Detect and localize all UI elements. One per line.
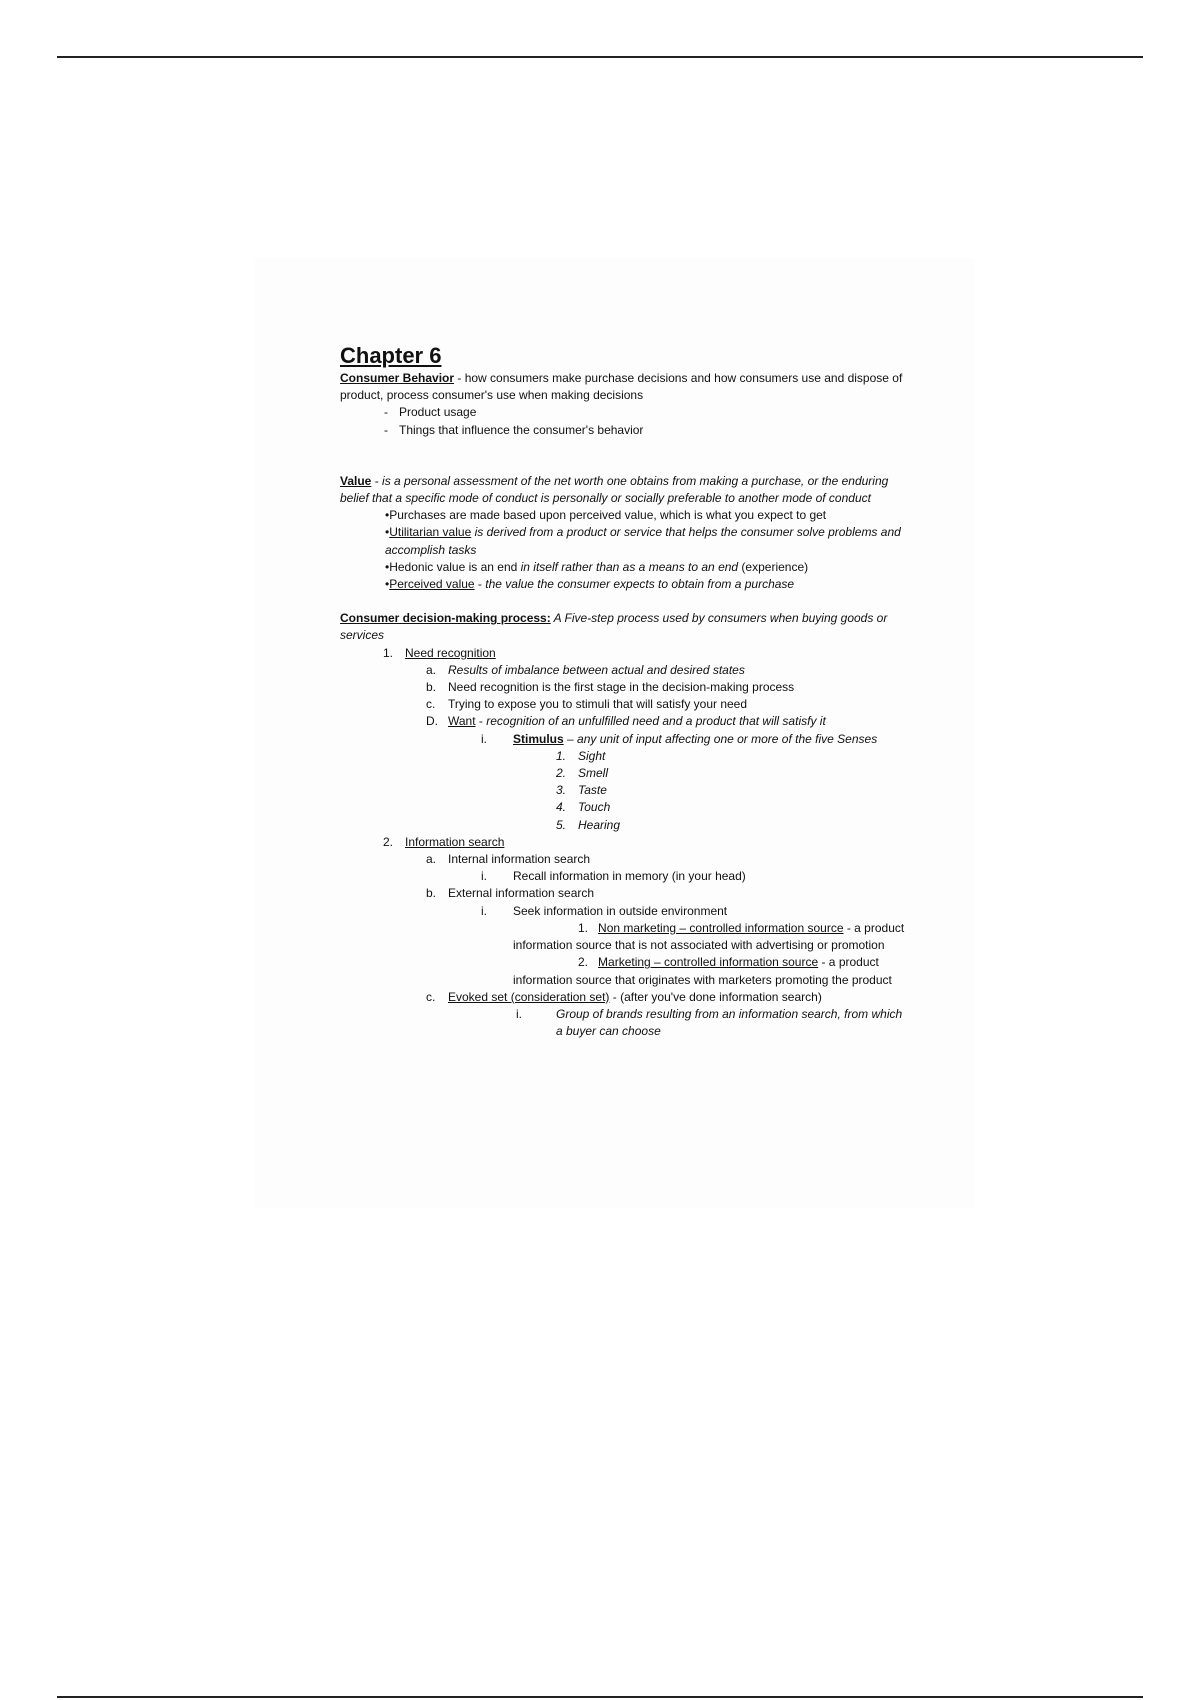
list-item: 3. Taste (556, 783, 607, 798)
list-item: 1. Non marketing – controlled information source - a product information source that is not associated with advertising or promotion (513, 920, 905, 953)
list-item: c. Evoked set (consideration set) - (after you've done information search) (426, 989, 822, 1004)
list-item: 2. Smell (556, 766, 609, 781)
list-item: i. Stimulus – any unit of input affecting one or more of the five Senses (481, 731, 878, 746)
utilitarian-value-term: Utilitarian value (389, 525, 472, 540)
perceived-value-term: Perceived value (389, 577, 475, 592)
dash-marker: - (384, 422, 388, 437)
decision-process-term: Consumer decision-making process: (340, 611, 551, 626)
document-content (340, 344, 905, 1040)
list-item: 1. Need recognition (383, 645, 496, 660)
list-item: c. Trying to expose you to stimuli that will satisfy your need (426, 697, 748, 712)
non-marketing-source-term: Non marketing – controlled information source (598, 920, 844, 935)
footer-rule (57, 1696, 1143, 1698)
list-item: 2. Marketing – controlled information source - a product information source that originates with marketers promoting the product (513, 955, 892, 987)
list-item: i. Recall information in memory (in your head) (481, 869, 746, 884)
information-search-heading: Information search (405, 834, 505, 849)
list-item: 1. Sight (556, 748, 606, 763)
list-item: - Things that influence the consumer's behavior (340, 422, 905, 439)
list-item: D. Want - recognition of an unfulfilled need and a product that will satisfy it (426, 714, 826, 729)
list-item: a. Internal information search (426, 852, 591, 867)
list-item: - Product usage (340, 404, 905, 421)
list-item: b. Need recognition is the first stage in the decision-making process (426, 680, 795, 695)
value-def: is a personal assessment of the net worth one obtains from making a purchase, or the enduring belief that a specific mode of conduct is personally or socially preferable to another mode of conduct (340, 473, 889, 506)
consumer-behavior-def: how consumers make purchase decisions and how consumers use and dispose of product, process consumer's use when making decisions (340, 371, 903, 403)
list-item: i. Group of brands resulting from an information search, from which a buyer can choose (516, 1006, 903, 1039)
value-bullet: •Utilitarian value is derived from a product or service that helps the consumer solve problems and accomplish tasks (385, 525, 901, 557)
document-page (255, 258, 975, 1208)
marketing-source-term: Marketing – controlled information source (598, 955, 819, 970)
value-term: Value (340, 473, 372, 488)
value-bullet: •Perceived value - the value the consumer expects to obtain from a purchase (385, 577, 795, 592)
consumer-behavior-term: Consumer Behavior (340, 371, 455, 385)
page-title: Chapter 6 (340, 343, 442, 368)
evoked-set-term: Evoked set (consideration set) (448, 989, 610, 1004)
stimulus-term: Stimulus (513, 731, 564, 746)
list-item: i. Seek information in outside environment (481, 903, 728, 918)
list-item: 5. Hearing (556, 817, 621, 832)
value-bullet: •Hedonic value is an end in itself rather than as a means to an end (experience) (385, 559, 809, 574)
header-rule (57, 56, 1143, 58)
consumer-behavior-definition: Consumer Behavior - how consumers make purchase decisions and how consumers use and dispose of product, process consumer's use when making decisions (340, 371, 903, 403)
want-term: Want (448, 714, 476, 729)
decision-process-definition: Consumer decision-making process: A Five-step process used by consumers when buying goods or services (340, 611, 888, 643)
list-item: 2. Information search (383, 834, 505, 849)
dash-marker: - (384, 405, 388, 420)
list-item: b. External information search (426, 886, 595, 901)
list-item: a. Results of imbalance between actual and desired states (426, 662, 745, 677)
need-recognition-heading: Need recognition (405, 645, 496, 660)
list-item: 4. Touch (556, 800, 611, 815)
value-bullet: •Purchases are made based upon perceived value, which is what you expect to get (385, 508, 827, 523)
value-definition: Value - is a personal assessment of the net worth one obtains from making a purchase, or the enduring belief that a specific mode of conduct is personally or socially preferable to another mode of conduct (340, 473, 889, 506)
